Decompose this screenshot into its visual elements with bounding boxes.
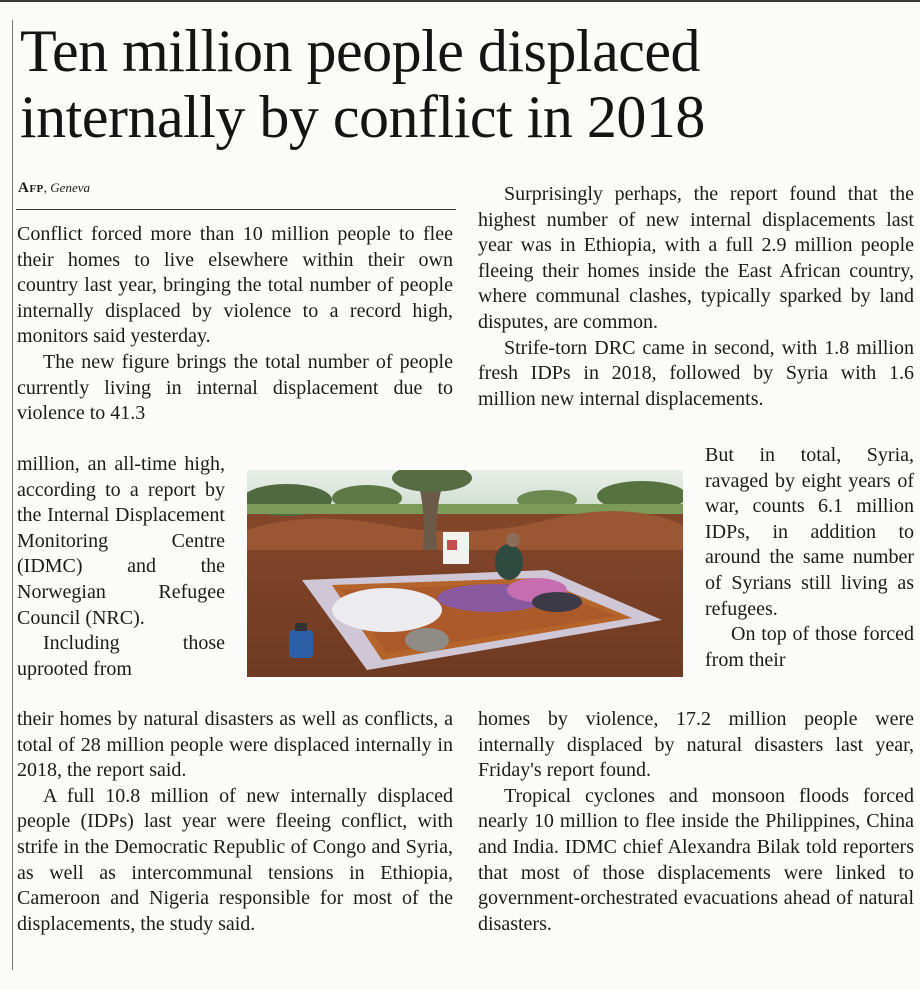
top-border	[0, 0, 920, 2]
byline-location: Geneva	[50, 180, 90, 195]
article-column-2-bottom	[478, 707, 914, 937]
byline-agency: Afp	[18, 180, 44, 196]
byline-rule	[16, 209, 456, 210]
article-column-2-wrap	[705, 443, 914, 673]
paragraph: Including those uprooted from	[17, 632, 225, 680]
paragraph: The new figure brings the total number of people currently living in internal displacement due to violence to 41.3	[17, 350, 453, 425]
byline: Afp, Geneva	[18, 180, 90, 196]
paragraph: Tropical cyclones and monsoon floods forced nearly 10 million to flee inside the Philippines, China and India. IDMC chief Alexandra Bilak told reporters that most of those displacements were linked to government-orchestrated evacuations ahead of natural disasters.	[478, 784, 914, 935]
news-photo	[247, 470, 683, 677]
left-column-rule	[12, 20, 13, 970]
article-column-1-top	[17, 222, 453, 427]
paragraph: homes by violence, 17.2 million people were internally displaced by natural disasters last year, Friday's report found.	[478, 708, 914, 782]
paragraph: A full 10.8 million of new internally displaced people (IDPs) last year were fleeing conflict, with strife in the Democratic Republic of Congo and Syria, as well as intercommunal tensions in Ethiopia, Cameroon and Nigeria responsible for most of the displacements, the study said.	[17, 784, 453, 935]
paragraph: Conflict forced more than 10 million people to flee their homes to live elsewhere within their own country last year, bringing the total number of people internally displaced by violence to a record high, monitors said yesterday.	[17, 223, 453, 348]
paragraph: Surprisingly perhaps, the report found that the highest number of new internal displacements last year was in Ethiopia, with a full 2.9 million people fleeing their homes inside the East African country, where communal clashes, typically sparked by land disputes, are common.	[478, 183, 914, 333]
paragraph: But in total, Syria, ravaged by eight years of war, counts 6.1 million IDPs, in addition to around the same number of Syrians still living as refugees.	[705, 444, 914, 620]
paragraph: On top of those forced from their	[705, 623, 914, 671]
paragraph: their homes by natural disasters as well as conflicts, a total of 28 million people were displaced internally in 2018, the report said.	[17, 708, 453, 782]
article-column-1-bottom	[17, 707, 453, 937]
headline: Ten million people displaced internally by conflict in 2018	[20, 18, 705, 150]
paragraph: million, an all-time high, according to a report by the Internal Displacement Monitoring Centre (IDMC) and the Norwegian Refugee Council (NRC).	[17, 453, 225, 629]
article-column-1-wrap	[17, 452, 225, 682]
paragraph: Strife-torn DRC came in second, with 1.8 million fresh IDPs in 2018, followed by Syria with 1.6 million new internal displacements.	[478, 336, 914, 410]
article-column-2-top	[478, 182, 914, 412]
